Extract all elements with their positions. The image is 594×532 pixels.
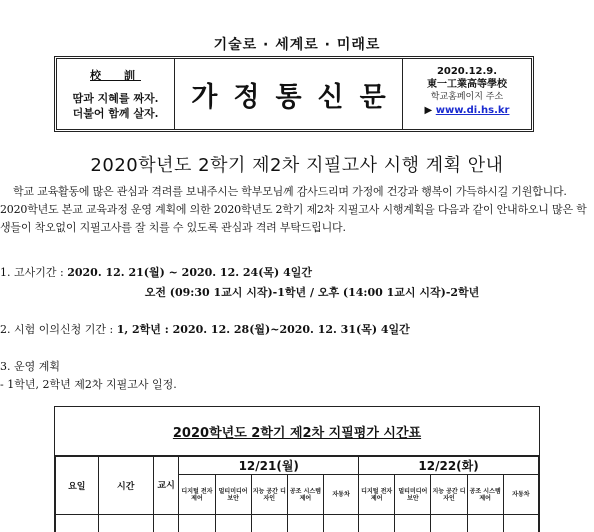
table-cell (467, 515, 503, 532)
newsletter-header (54, 56, 534, 132)
table-cell (359, 515, 395, 532)
subject-cell: 멀티미디어 보안 (395, 475, 431, 515)
header-date-1: 12/21(월) (179, 457, 359, 475)
schedule-grid (55, 456, 539, 532)
newsletter-title-box (175, 59, 403, 129)
table-row (56, 515, 539, 532)
table-header-row (56, 457, 539, 475)
kyohun-label: 校 訓 (90, 69, 141, 82)
homepage-label: 학교홈페이지 주소 (430, 92, 504, 102)
table-cell (251, 515, 287, 532)
operation-plan-sub: - 1학년, 2학년 제2차 지필고사 일정. (0, 378, 177, 391)
schedule-table-title: 2020학년도 2학기 제2차 지필평가 시간표 (55, 407, 539, 456)
subject-cell: 지능 공간 디자인 (431, 475, 467, 515)
intro-paragraph: 학교 교육활동에 많은 관심과 격려를 보내주시는 학부모님께 감사드리며 가정에 건강과 행복이 가득하시길 기원합니다. 2020학년도 본교 교육과정 운영 계획에 의한 2020학년도 2학기 제2차 지필고사 시행계획을 다음과 같이 안내하오니 많은 학생들이 착오없이 지필고사를 잘 치를 수 있도록 관심과 격려 부탁드립니다. (0, 185, 587, 234)
subject-cell: 디지털 전자 제어 (179, 475, 215, 515)
subject-cell: 멀티미디어 보안 (215, 475, 251, 515)
header-day: 요일 (56, 457, 99, 515)
table-cell (215, 515, 251, 532)
schedule-table (54, 406, 540, 532)
kyohun-box (57, 59, 175, 129)
newsletter-title: 가정통신문 (191, 81, 402, 113)
appeal-period-line (0, 321, 594, 339)
header-time: 시간 (98, 457, 153, 515)
table-cell (56, 515, 99, 532)
kyohun-line-2: 더불어 함께 살자. (72, 107, 159, 120)
table-cell (503, 515, 538, 532)
subject-cell: 디지털 전자 제어 (359, 475, 395, 515)
exam-period-label: 1. 고사기간 : (0, 266, 68, 279)
subject-cell: 자동차 (324, 475, 359, 515)
exam-period-detail: 오전 (09:30 1교시 시작)-1학년 / 오후 (14:00 1교시 시작)-2학년 (144, 286, 480, 299)
table-cell (431, 515, 467, 532)
homepage-link[interactable]: www.di.hs.kr (435, 105, 510, 116)
operation-plan-heading: 3. 운영 계획 (0, 360, 60, 373)
subject-cell: 지능 공간 디자인 (251, 475, 287, 515)
exam-period-line (0, 264, 594, 282)
subject-cell: 공조 시스템 제어 (467, 475, 503, 515)
exam-period-value: 2020. 12. 21(월) ~ 2020. 12. 24(목) 4일간 (67, 266, 312, 279)
document-title: 2020학년도 2학기 제2차 지필고사 시행 계획 안내 (90, 155, 504, 176)
table-cell (153, 515, 179, 532)
table-cell (179, 515, 215, 532)
header-period: 교시 (153, 457, 179, 515)
table-cell (287, 515, 323, 532)
table-cell (324, 515, 359, 532)
school-motto: 기술로 · 세계로 · 미래로 (213, 37, 381, 53)
table-cell (98, 515, 153, 532)
appeal-period-label: 2. 시험 이의신청 기간 : (0, 323, 117, 336)
homepage-url-line (403, 104, 531, 117)
appeal-period-value: 1, 2학년 : 2020. 12. 28(월)~2020. 12. 31(목) 4일간 (116, 323, 410, 336)
table-cell (395, 515, 431, 532)
school-info-box (403, 59, 531, 129)
subject-cell: 자동차 (503, 475, 538, 515)
header-date-2: 12/22(화) (359, 457, 539, 475)
arrow-right-icon: ▶ (424, 105, 433, 116)
issue-date: 2020.12.9. (436, 66, 498, 77)
school-name: 東一工業高等學校 (427, 79, 507, 90)
subject-cell: 공조 시스템 제어 (287, 475, 323, 515)
kyohun-line-1: 땀과 지혜를 짜자. (72, 92, 159, 105)
